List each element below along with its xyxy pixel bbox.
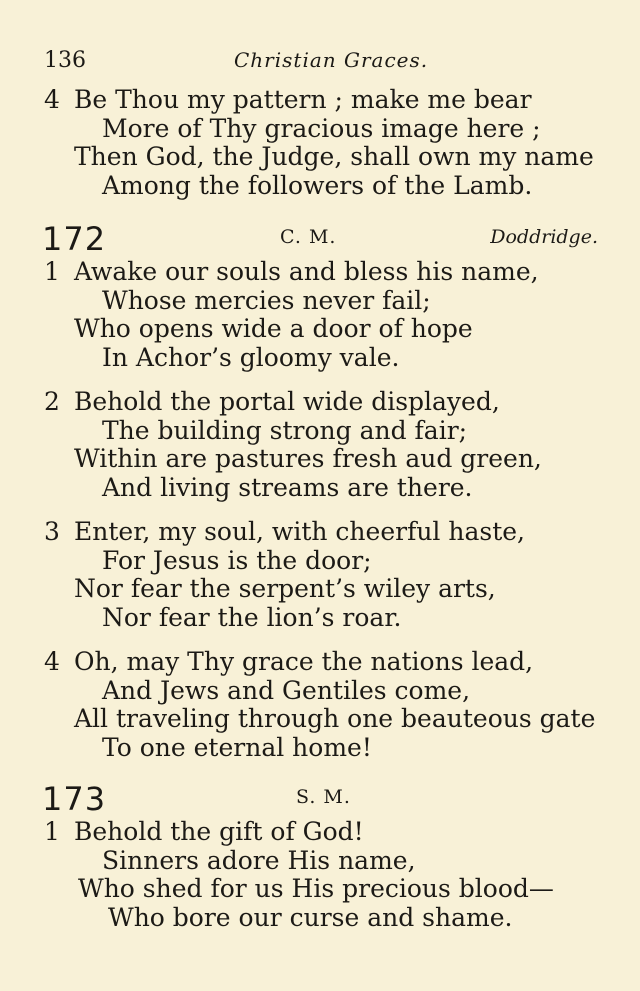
verse-line [0,115,640,144]
verse-text: In Achor’s gloomy vale. [102,342,400,372]
verse-text: Who bore our curse and shame. [108,902,513,932]
verse-text: More of Thy gracious image here ; [102,113,541,143]
hymn-heading [0,780,640,818]
stanza [0,648,640,762]
verse-line [0,677,640,706]
verse-text: Whose mercies never fail; [102,285,431,315]
verse-line [0,547,640,576]
verse-text: And Jews and Gentiles come, [102,675,471,705]
stanza [0,518,640,632]
page-number: 136 [44,48,86,73]
hymn-author: Doddridge. [490,226,598,248]
verse-line [0,705,640,734]
stanza-number: 1 [44,257,60,286]
stanza [0,258,640,372]
verse-line [0,575,640,604]
verse-text: Oh, may Thy grace the nations lead, [74,647,534,676]
verse-text: Nor fear the lion’s roar. [102,602,402,632]
verse-text: To one eternal home! [102,732,372,762]
verse-line [0,344,640,373]
verse-text: And living streams are there. [102,472,473,502]
stanza-number: 4 [44,85,60,114]
running-head: Christian Graces. [234,48,429,72]
stanza-number: 4 [44,647,60,676]
verse-text: Within are pastures fresh aud green, [74,444,542,473]
stanza-number: 1 [44,817,60,846]
stanza [0,86,640,200]
verse-text: All traveling through one beauteous gate [74,704,596,733]
hymn-number: 173 [42,780,107,818]
verse-line [0,818,640,847]
hymn-number: 172 [42,220,107,258]
stanza [0,388,640,502]
verse-text: The building strong and fair; [102,415,468,445]
verse-line [0,604,640,633]
verse-line [0,648,640,677]
verse-text: Awake our souls and bless his name, [74,257,539,286]
verse-line [0,86,640,115]
verse-line [0,417,640,446]
page-header [44,48,600,74]
verse-text: Enter, my soul, with cheerful haste, [74,517,525,546]
stanza [0,818,640,932]
verse-line [0,388,640,417]
hymn-meter: S. M. [296,786,351,808]
verse-text: Behold the gift of God! [74,817,364,846]
hymn-heading [0,220,640,258]
verse-line [0,287,640,316]
verse-line [0,847,640,876]
verse-text: Who shed for us His precious blood— [78,874,554,903]
verse-line [0,904,640,933]
verse-text: Sinners adore His name, [102,845,416,875]
verse-line [0,143,640,172]
verse-line [0,172,640,201]
verse-text: Among the followers of the Lamb. [102,170,533,200]
verse-line [0,875,640,904]
verse-text: Nor fear the serpent’s wiley arts, [74,574,496,603]
verse-line [0,518,640,547]
verse-text: Then God, the Judge, shall own my name [74,142,594,171]
verse-line [0,445,640,474]
verse-line [0,734,640,763]
verse-text: Who opens wide a door of hope [74,314,473,343]
verse-line [0,258,640,287]
hymn-meter: C. M. [280,226,337,248]
verse-text: Behold the portal wide displayed, [74,387,500,416]
verse-line [0,315,640,344]
stanza-number: 3 [44,517,60,546]
stanza-number: 2 [44,387,60,416]
verse-text: For Jesus is the door; [102,545,372,575]
page-content [0,86,640,932]
verse-text: Be Thou my pattern ; make me bear [74,85,532,114]
verse-line [0,474,640,503]
